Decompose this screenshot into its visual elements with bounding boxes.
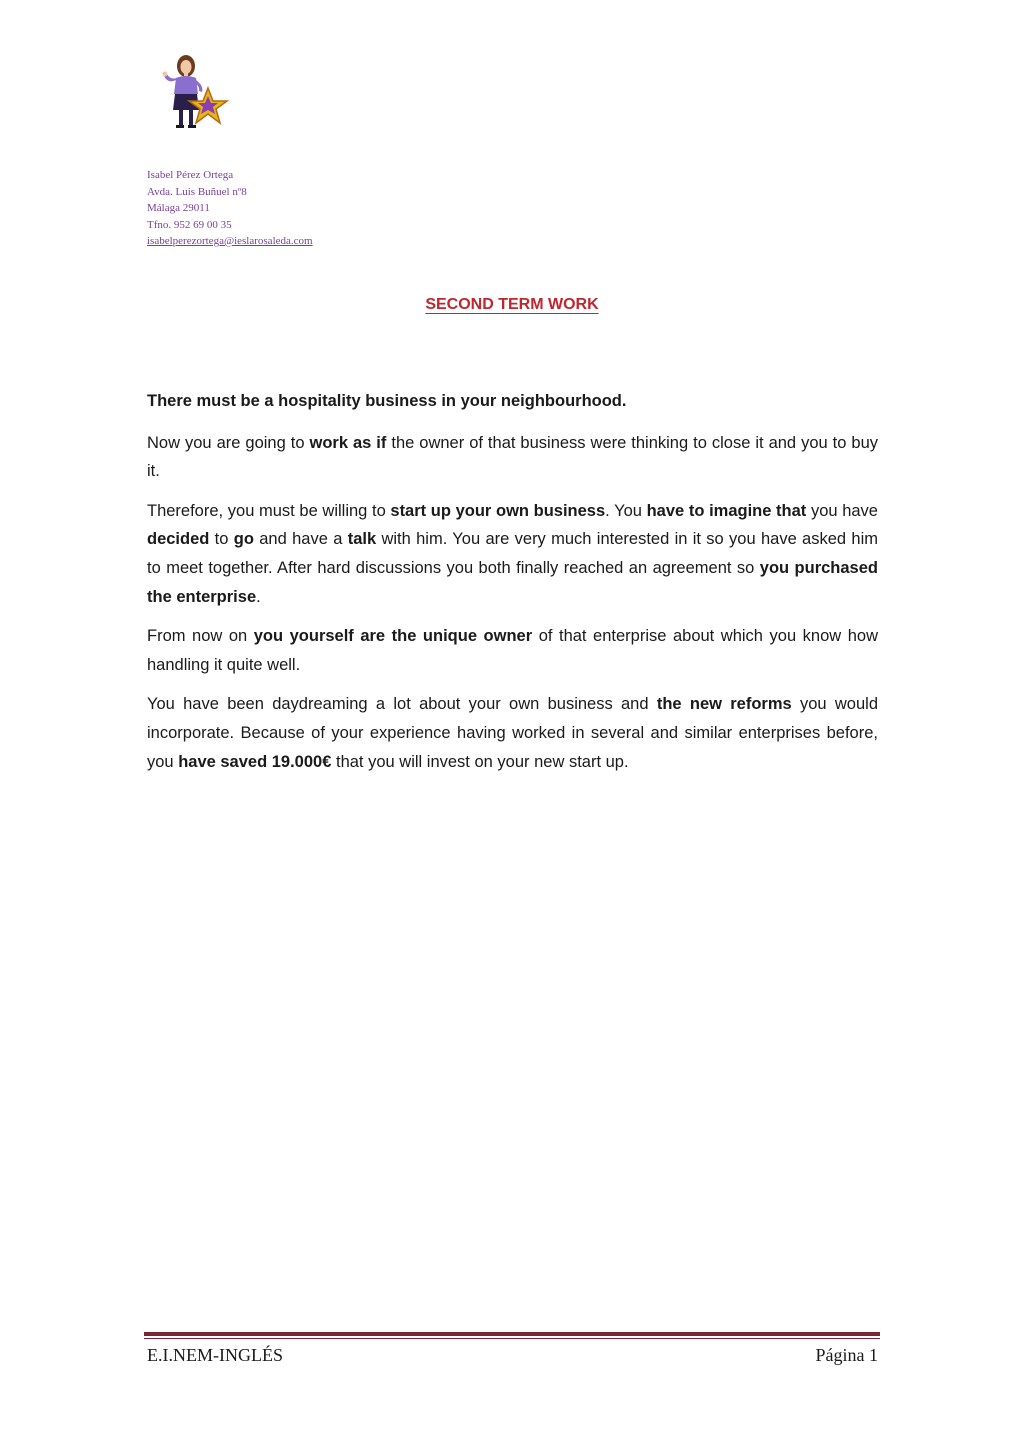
text-run: that you will invest on your new start up. (331, 752, 629, 771)
bold-run: have saved 19.000€ (178, 752, 332, 771)
paragraph-4 (147, 690, 878, 776)
lead-paragraph: There must be a hospitality business in your neighbourhood. (147, 392, 627, 410)
text-run: . You (605, 501, 647, 520)
document-title-text: SECOND TERM WORK (425, 296, 599, 313)
text-run: From now on (147, 627, 254, 646)
bold-run: work as if (309, 433, 387, 452)
text-run: Therefore, you must be willing to (147, 501, 391, 520)
text-run: . (256, 587, 261, 606)
footer-rule (144, 1332, 880, 1336)
bold-run: you purchased the enterprise (147, 558, 878, 606)
letterhead-name: Isabel Pérez Ortega (147, 169, 234, 181)
text-run: the owner of that business were thinking to close it and you to buy it. (147, 433, 879, 481)
footer-page-number: Página 1 (815, 1345, 878, 1365)
letterhead-phone: Tfno. 952 69 00 35 (147, 218, 232, 231)
paragraph-2 (147, 497, 878, 611)
bold-run: talk (347, 530, 377, 549)
letterhead-address: Avda. Luis Buñuel nº8 (147, 185, 247, 198)
letterhead-email-link[interactable]: isabelperezortega@ieslarosaleda.com (147, 235, 313, 247)
bold-run: the new reforms (656, 695, 792, 714)
document-body (147, 387, 878, 787)
text-run: Now you are going to (147, 433, 310, 452)
footer-course-label: E.I.NEM-INGLÉS (147, 1345, 283, 1365)
bold-run: have to imagine that (646, 501, 807, 520)
bold-run: start up your own business (390, 501, 606, 520)
woman-with-star-logo (160, 52, 232, 132)
text-run: you have (806, 501, 878, 520)
document-title (0, 296, 1024, 314)
paragraph-1 (147, 429, 878, 486)
footer-rule-thin (144, 1338, 880, 1339)
text-run: you would incorporate. Because of your experience having worked in several and similar enterprises before, you (147, 695, 878, 771)
letterhead-city: Málaga 29011 (147, 202, 210, 214)
bold-run: go (233, 530, 254, 549)
text-run: with him. You are very much interested in it so you have asked him to meet together. After hard discussions you both finally reached an agreement so (147, 530, 878, 577)
bold-run: decided (147, 530, 210, 549)
text-run: and have a (253, 530, 348, 549)
paragraph-3 (147, 622, 878, 679)
text-run: You have been daydreaming a lot about your own business and (147, 695, 657, 714)
text-run: of that enterprise about which you know how handling it quite well. (147, 627, 878, 674)
letterhead (147, 167, 313, 250)
text-run: to (209, 530, 234, 549)
bold-run: you yourself are the unique owner (253, 627, 533, 646)
